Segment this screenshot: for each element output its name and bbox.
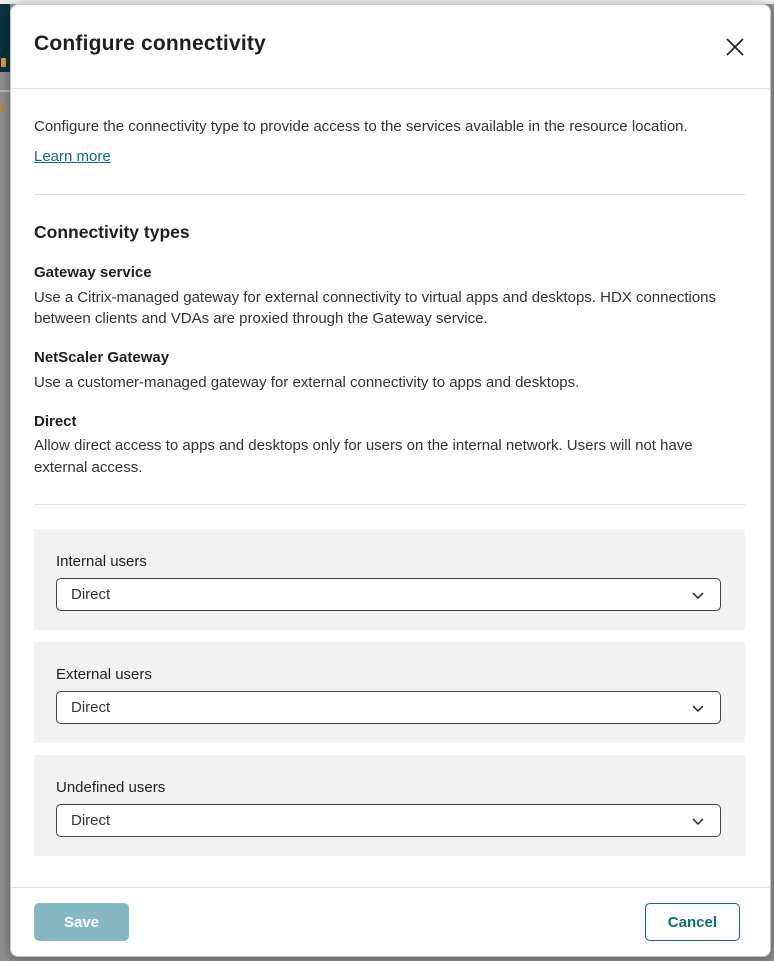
dialog-description: Configure the connectivity type to provide access to the services available in the resource location. [34, 118, 688, 135]
dialog-footer [11, 887, 770, 956]
connectivity-type-gateway-service [34, 262, 745, 329]
internal-users-panel [34, 529, 745, 630]
undefined-users-select[interactable] [56, 804, 721, 837]
external-users-select[interactable] [56, 691, 721, 724]
dialog-header [11, 5, 770, 89]
chevron-down-icon [690, 813, 706, 829]
learn-more-link[interactable]: Learn more [34, 148, 111, 166]
undefined-users-panel [34, 755, 745, 856]
close-icon [723, 35, 747, 59]
type-description: Use a Citrix-managed gateway for external connectivity to virtual apps and desktops. HDX connections between clients and VDAs are proxied through the Gateway service. [34, 288, 717, 328]
cancel-button[interactable]: Cancel [645, 903, 740, 941]
connectivity-types-heading: Connectivity types [34, 221, 190, 242]
chevron-down-icon [690, 587, 706, 603]
type-description: Allow direct access to apps and desktops only for users on the internal network. Users will not have external access. [34, 437, 693, 476]
external-users-label: External users [56, 665, 152, 683]
internal-users-select[interactable] [56, 578, 721, 611]
external-users-panel [34, 642, 745, 743]
divider [34, 194, 745, 195]
background-text-fragment [1, 104, 5, 112]
close-button[interactable] [717, 29, 753, 65]
selected-value: Direct [71, 698, 111, 716]
configure-connectivity-dialog [10, 4, 771, 957]
type-name: Gateway service [34, 264, 152, 282]
chevron-down-icon [690, 700, 706, 716]
background-page-line [0, 90, 10, 92]
type-name: NetScaler Gateway [34, 349, 170, 367]
connectivity-type-netscaler-gateway [34, 347, 745, 393]
connectivity-type-direct [34, 411, 745, 478]
save-button[interactable]: Save [34, 903, 129, 941]
background-logo-fragment [1, 58, 6, 67]
undefined-users-label: Undefined users [56, 778, 166, 796]
type-name: Direct [34, 412, 77, 430]
selected-value: Direct [71, 811, 111, 829]
dialog-title: Configure connectivity [34, 32, 266, 55]
divider [34, 504, 745, 505]
type-description: Use a customer-managed gateway for external connectivity to apps and desktops. [34, 373, 580, 391]
internal-users-label: Internal users [56, 552, 147, 570]
dialog-body [11, 89, 770, 887]
selected-value: Direct [71, 585, 111, 603]
